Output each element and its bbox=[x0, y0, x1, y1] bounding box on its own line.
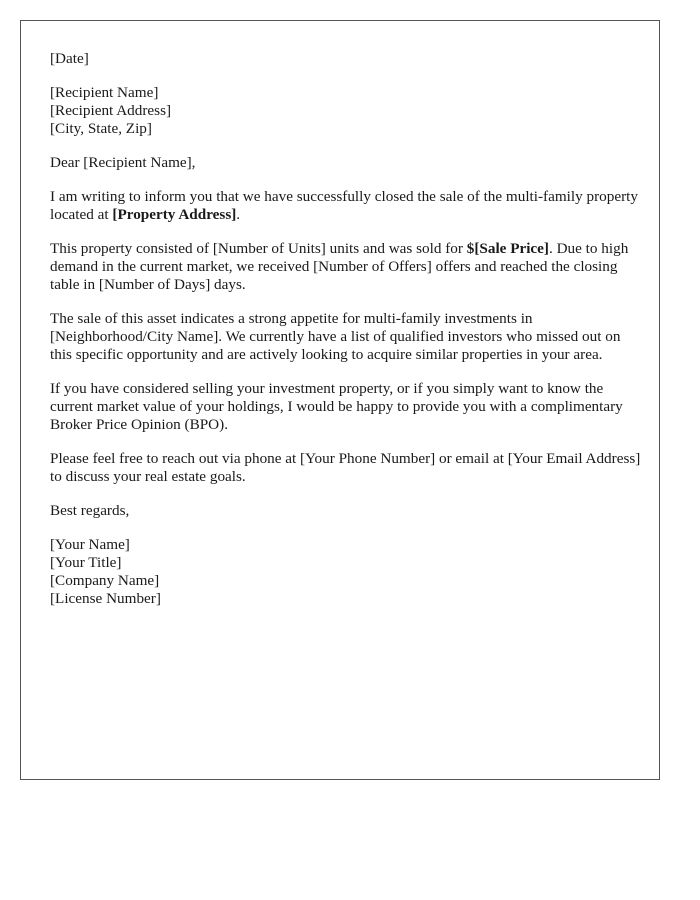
p2-text-2: . Due to high demand in the current market, we received [Number of Offers] offers and reached the closing table in [Number of Days] days. bbox=[50, 240, 629, 293]
paragraph-market-appetite: The sale of this asset indicates a strong appetite for multi-family investments in [Neighborhood/City Name]. We currently have a list of qualified investors who missed out on this specific opportunity and are actively looking to acquire similar properties in your area. bbox=[50, 310, 621, 363]
paragraph-sale-closed bbox=[50, 188, 645, 224]
letter-body bbox=[50, 50, 645, 624]
paragraph-property-details bbox=[50, 240, 645, 294]
p1-text-1: I am writing to inform you that we have successfully closed the sale of the multi-family property located at bbox=[50, 188, 638, 223]
salutation: Dear [Recipient Name], bbox=[50, 154, 196, 171]
property-address: [Property Address] bbox=[112, 206, 237, 223]
signature-name: [Your Name] bbox=[50, 536, 130, 553]
p1-text-2: . bbox=[236, 206, 241, 223]
sale-price: $[Sale Price] bbox=[466, 240, 549, 257]
p2-text-1: This property consisted of [Number of Units] units and was sold for bbox=[50, 240, 467, 257]
signature-license: [License Number] bbox=[50, 590, 161, 607]
signature-title: [Your Title] bbox=[50, 554, 122, 571]
signature-company: [Company Name] bbox=[50, 572, 160, 589]
letter-page bbox=[20, 20, 660, 780]
paragraph-bpo-offer: If you have considered selling your investment property, or if you simply want to know the current market value of your holdings, I would be happy to provide you with a complimentary Broker Price Opinion (BPO). bbox=[50, 380, 623, 433]
recipient-name: [Recipient Name] bbox=[50, 84, 159, 101]
signature-block bbox=[50, 536, 645, 608]
recipient-block bbox=[50, 84, 645, 138]
closing: Best regards, bbox=[50, 502, 130, 519]
date-line: [Date] bbox=[50, 50, 89, 67]
paragraph-contact: Please feel free to reach out via phone at [Your Phone Number] or email at [Your Email Address] to discuss your real estate goals. bbox=[50, 450, 641, 485]
recipient-city-state-zip: [City, State, Zip] bbox=[50, 120, 152, 137]
recipient-address: [Recipient Address] bbox=[50, 102, 172, 119]
